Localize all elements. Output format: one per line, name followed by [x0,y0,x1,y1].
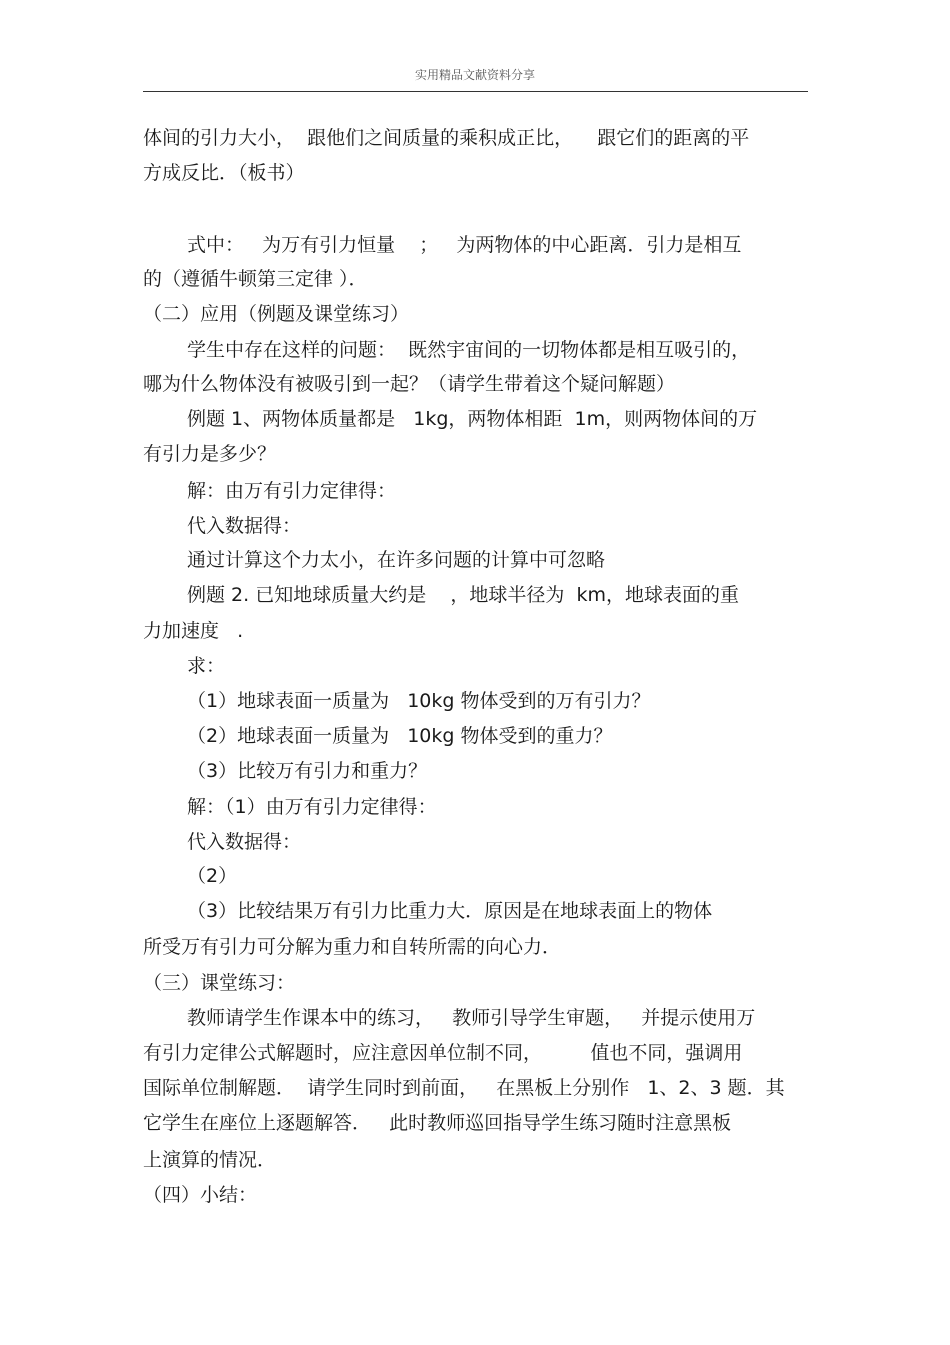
text-line: （1）地球表面一质量为 10kg 物体受到的万有引力？ [187,690,651,712]
text-line: 它学生在座位上逐题解答． 此时教师巡回指导学生练习随时注意黑板 [143,1112,732,1134]
text-line: （3）比较万有引力和重力？ [187,760,428,782]
section-heading: （二）应用（例题及课堂练习） [143,303,410,325]
text-line: 例题 2. 已知地球质量大约是 ，地球半径为 km，地球表面的重 [187,584,739,606]
text-line: 有引力定律公式解题时，应注意因单位制不同， 值也不同，强调用 [143,1042,743,1064]
text-line: 解：（1）由万有引力定律得： [187,796,437,818]
text-line: 方成反比．（板书） [143,162,305,184]
section-heading: （三）课堂练习： [143,972,296,994]
text-line: 上演算的情况． [143,1149,277,1171]
text-line: 哪为什么物体没有被吸引到一起？（请学生带着这个疑问解题） [143,373,676,395]
text-line: 力加速度 . [143,620,244,642]
text-line: （3）比较结果万有引力比重力大．原因是在地球表面上的物体 [187,900,713,922]
text-line: 式中： 为万有引力恒量 ； 为两物体的中心距离．引力是相互 [187,234,742,256]
text-line: 教师请学生作课本中的练习， 教师引导学生审题， 并提示使用万 [187,1007,756,1029]
text-line: 体间的引力大小， 跟他们之间质量的乘积成正比， 跟它们的距离的平 [143,127,750,149]
text-line: 例题 1、两物体质量都是 1kg，两物体相距 1m，则两物体间的万 [187,408,758,430]
text-line: 求： [187,655,226,677]
header-rule [143,91,808,92]
text-line: 的（遵循牛顿第三定律 ）． [143,268,368,290]
text-line: 代入数据得： [187,515,302,537]
text-line: 通过计算这个力太小，在许多问题的计算中可忽略 [187,549,606,571]
text-line: （2）地球表面一质量为 10kg 物体受到的重力？ [187,725,613,747]
text-line: 所受万有引力可分解为重力和自转所需的向心力． [143,936,562,958]
text-line: 有引力是多少？ [143,443,277,465]
section-heading: （四）小结： [143,1184,258,1206]
text-line: 解：由万有引力定律得： [187,480,397,502]
page-header: 实用精品文献资料分享 [414,68,535,82]
text-line: （2） [187,865,238,887]
text-line: 学生中存在这样的问题： 既然宇宙间的一切物体都是相互吸引的， [187,339,751,361]
text-line: 国际单位制解题． 请学生同时到前面， 在黑板上分别作 1、2、3 题．其 [143,1077,785,1099]
text-line: 代入数据得： [187,831,302,853]
